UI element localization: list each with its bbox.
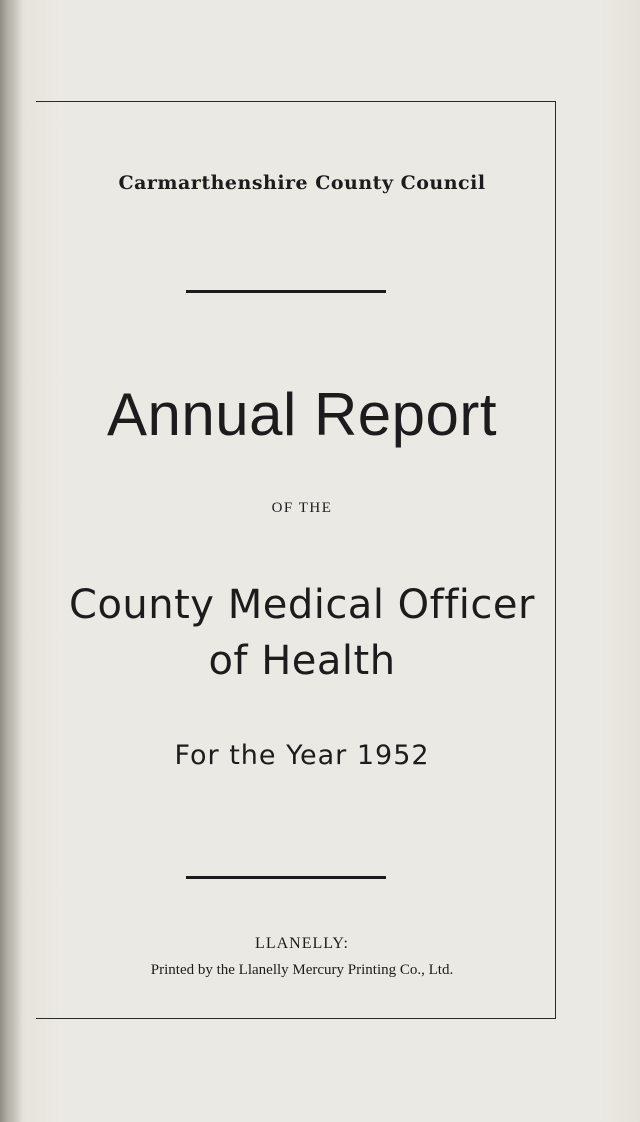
divider-rule-top	[186, 290, 386, 293]
council-name: Carmarthenshire County Council	[118, 172, 486, 194]
of-the-label: OF THE	[271, 500, 333, 516]
divider-rule-bottom	[186, 876, 386, 879]
binding-shadow	[0, 0, 22, 1122]
printer-credit: Printed by the Llanelly Mercury Printing Co., Ltd.	[150, 962, 454, 978]
officer-title-line1: County Medical Officer	[69, 582, 535, 628]
publication-place: LLANELLY:	[255, 935, 349, 952]
report-title: Annual Report	[106, 381, 498, 448]
report-year: For the Year 1952	[174, 740, 430, 771]
cover-border-frame	[36, 101, 556, 1019]
officer-title-line2: of Health	[208, 638, 396, 684]
